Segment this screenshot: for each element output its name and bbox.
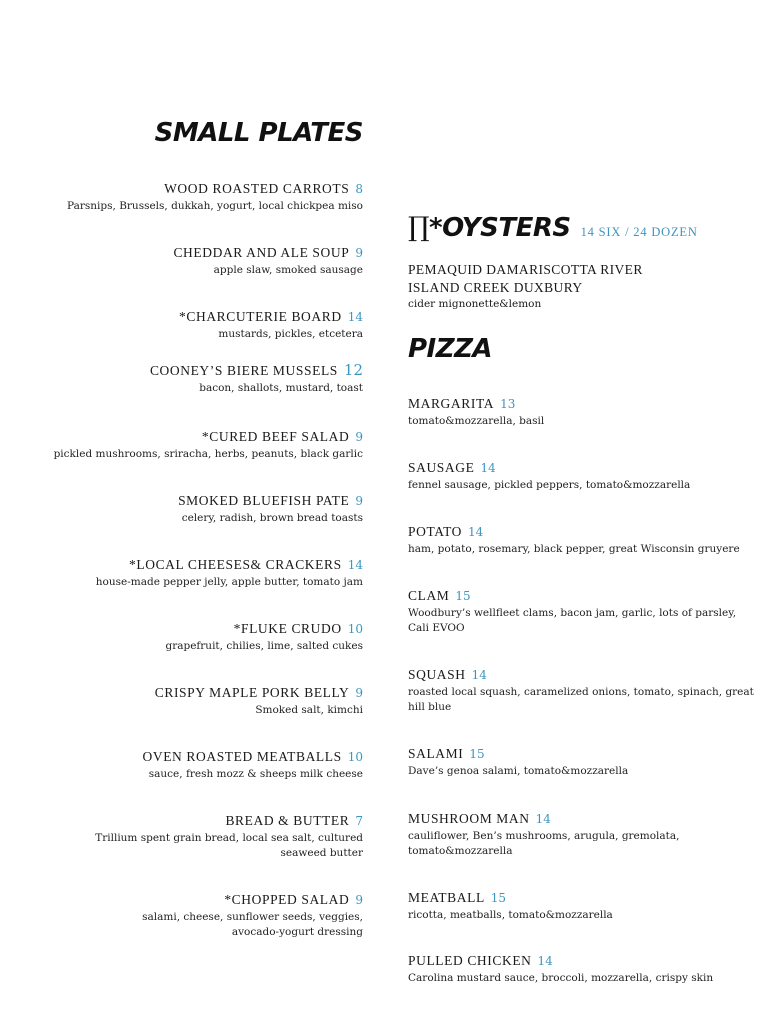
item-description: house-made pepper jelly, apple butter, tomato jam [95, 576, 363, 588]
item-name: COONEY’S BIERE MUSSELS [149, 363, 338, 378]
item-name: *FLUKE CRUDO [233, 621, 342, 636]
item-price: 14 [480, 461, 496, 475]
menu-item [0, 490, 363, 526]
item-description: ricotta, meatballs, tomato&mozzarella [408, 909, 613, 921]
item-description: sauce, fresh mozz & sheeps milk cheese [148, 768, 363, 780]
item-price: 14 [347, 310, 363, 324]
pizza-heading: PIZZA [408, 334, 493, 364]
item-description: mustards, pickles, etcetera [218, 328, 363, 340]
item-name: CHEDDAR AND ALE SOUP [173, 245, 350, 260]
small-plates-list [0, 0, 363, 1024]
item-price: 15 [455, 589, 471, 603]
item-description: grapefruit, chilies, lime, salted cukes [165, 640, 363, 652]
item-name: MEATBALL [408, 890, 485, 905]
menu-item [0, 810, 363, 861]
item-description: Woodbury’s wellfleet clams, bacon jam, garlic, lots of parsley, Cali EVOO [408, 607, 737, 634]
item-price: 10 [347, 750, 363, 764]
item-name: SQUASH [408, 667, 466, 682]
menu-item [408, 664, 758, 715]
item-price: 9 [355, 494, 363, 508]
item-price: 13 [500, 397, 516, 411]
item-price: 12 [343, 361, 363, 379]
item-price: 9 [355, 430, 363, 444]
item-description: Parsnips, Brussels, dukkah, yogurt, local chickpea miso [67, 200, 363, 212]
item-name: MUSHROOM MAN [408, 811, 530, 826]
item-description: bacon, shallots, mustard, toast [199, 382, 363, 394]
item-description: salami, cheese, sunflower seeds, veggies, avocado-yogurt dressing [142, 911, 363, 938]
item-name: SALAMI [408, 746, 464, 761]
item-name: SAUSAGE [408, 460, 475, 475]
menu-item [0, 554, 363, 590]
item-price: 15 [469, 747, 485, 761]
item-name: OVEN ROASTED MEATBALLS [142, 749, 342, 764]
oysters-title: *OYSTERS [429, 213, 571, 243]
menu-item [408, 521, 758, 557]
item-description: roasted local squash, caramelized onions, tomato, spinach, great hill blue [408, 686, 754, 713]
oysters-heading [408, 212, 698, 243]
item-price: 9 [355, 686, 363, 700]
item-name: WOOD ROASTED CARROTS [164, 181, 350, 196]
right-column [408, 0, 758, 1024]
menu-item [408, 585, 758, 636]
menu-item [0, 242, 363, 278]
menu-item [0, 306, 363, 342]
item-description: Trillium spent grain bread, local sea salt, cultured seaweed butter [95, 832, 363, 859]
oysters-price: 14 SIX / 24 DOZEN [580, 225, 698, 239]
item-name: MARGARITA [408, 396, 495, 411]
item-name: *CHOPPED SALAD [224, 892, 350, 907]
menu-item [408, 743, 758, 779]
item-price: 9 [355, 246, 363, 260]
menu-item [0, 889, 363, 940]
item-price: 14 [535, 812, 551, 826]
item-name: *CHARCUTERIE BOARD [179, 309, 342, 324]
menu-item [408, 950, 758, 986]
oyster-variety: PEMAQUID DAMARISCOTTA RIVER [408, 262, 643, 277]
item-description: apple slaw, smoked sausage [213, 264, 363, 276]
item-name: *CURED BEEF SALAD [201, 429, 350, 444]
menu-item [408, 393, 758, 429]
item-description: celery, radish, brown bread toasts [181, 512, 363, 524]
item-name: SMOKED BLUEFISH PATE [178, 493, 350, 508]
menu-item [0, 178, 363, 214]
oyster-icon: ∏ [408, 212, 429, 243]
item-description: Smoked salt, kimchi [255, 704, 363, 716]
oysters-description: cider mignonette&lemon [408, 298, 542, 310]
menu-item [0, 426, 363, 462]
item-description: Carolina mustard sauce, broccoli, mozzarella, crispy skin [408, 972, 714, 984]
menu-item [408, 808, 758, 859]
menu-item [0, 360, 363, 396]
item-price: 14 [471, 668, 487, 682]
item-price: 14 [537, 954, 553, 968]
item-name: POTATO [408, 524, 463, 539]
item-name: PULLED CHICKEN [408, 953, 532, 968]
item-price: 7 [355, 814, 363, 828]
item-description: cauliflower, Ben’s mushrooms, arugula, gremolata, tomato&mozzarella [408, 830, 680, 857]
menu-item [0, 682, 363, 718]
item-description: ham, potato, rosemary, black pepper, great Wisconsin gruyere [408, 543, 740, 555]
item-name: CLAM [408, 588, 450, 603]
menu-item [0, 746, 363, 782]
item-price: 14 [347, 558, 363, 572]
menu-item [408, 457, 758, 493]
item-price: 15 [490, 891, 507, 905]
menu-item [408, 887, 758, 923]
item-price: 10 [347, 622, 363, 636]
item-description: pickled mushrooms, sriracha, herbs, peanuts, black garlic [53, 448, 363, 460]
item-price: 14 [468, 525, 484, 539]
item-description: Dave’s genoa salami, tomato&mozzarella [408, 765, 629, 777]
item-name: *LOCAL CHEESES& CRACKERS [129, 557, 342, 572]
item-price: 9 [355, 893, 363, 907]
oyster-variety: ISLAND CREEK DUXBURY [408, 280, 583, 295]
small-plates-heading: SMALL PLATES [154, 118, 363, 148]
item-description: tomato&mozzarella, basil [408, 415, 545, 427]
menu-item [0, 618, 363, 654]
item-name: BREAD & BUTTER [225, 813, 350, 828]
item-description: fennel sausage, pickled peppers, tomato&mozzarella [408, 479, 691, 491]
item-name: CRISPY MAPLE PORK BELLY [154, 685, 350, 700]
item-price: 8 [355, 182, 363, 196]
